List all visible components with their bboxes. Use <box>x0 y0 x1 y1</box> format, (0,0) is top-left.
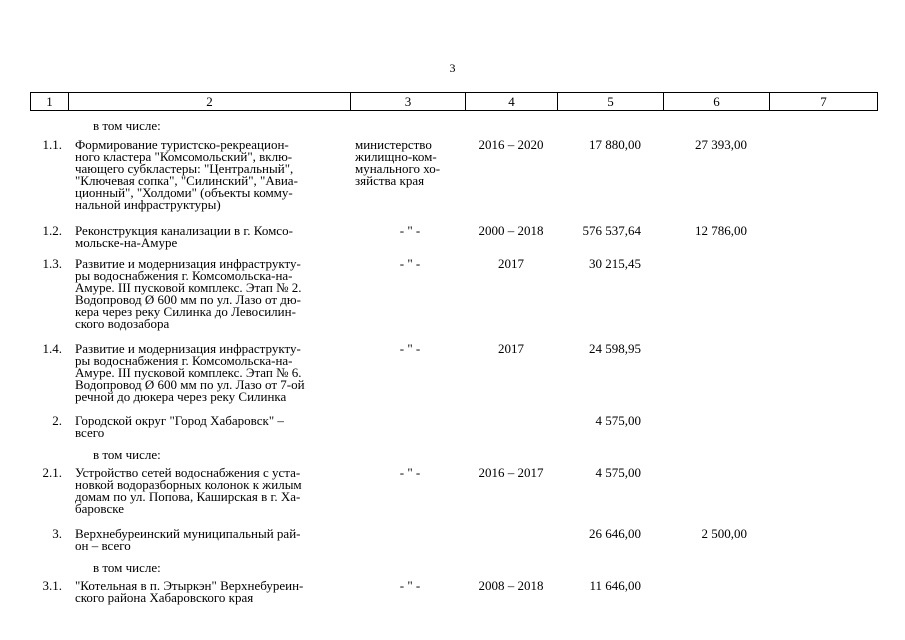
row-period: 2016 – 2017 <box>478 465 544 480</box>
header-col-3: 3 <box>351 93 466 111</box>
header-col-4: 4 <box>466 93 558 111</box>
row-name-line: речной до дюкера через реку Силинка <box>75 389 287 404</box>
row-value-col6: 27 393,00 <box>695 137 747 152</box>
row-responsible-line: зяйства края <box>355 173 425 188</box>
row-name-line: Водопровод Ø 600 мм по ул. Лазо от 7-ой <box>75 377 305 392</box>
row-value-col5: 26 646,00 <box>589 526 641 541</box>
row-name-line: Развитие и модернизация инфраструкту- <box>75 256 301 271</box>
row-name-line: нальной инфраструктуры) <box>75 197 221 212</box>
row-responsible: - " - <box>399 341 421 356</box>
row-period: 2008 – 2018 <box>478 578 544 593</box>
row-name-line: ры водоснабжения г. Комсомольска-на- <box>75 268 293 283</box>
row-name-line: "Ключевая сопка", "Силинский", "Авиа- <box>75 173 298 188</box>
row-name-line: всего <box>75 425 105 440</box>
row-name-line: Развитие и модернизация инфраструкту- <box>75 341 301 356</box>
row-name-line: домам по ул. Попова, Каширская в г. Ха- <box>75 489 301 504</box>
row-name-line: мольске-на-Амуре <box>75 235 178 250</box>
row-name-line: новкой водоразборных колонок к жилым <box>75 477 302 492</box>
row-number: 2. <box>52 413 62 428</box>
row-responsible: - " - <box>399 256 421 271</box>
row-period: 2017 <box>498 341 524 356</box>
row-number: 1.3. <box>42 256 62 271</box>
row-number: 1.2. <box>42 223 62 238</box>
row-name-line: Формирование туристско-рекреацион- <box>75 137 289 152</box>
row-name-line: ского района Хабаровского края <box>75 590 254 605</box>
row-name-line: Устройство сетей водоснабжения с уста- <box>75 465 301 480</box>
row-name-line: Городской округ "Город Хабаровск" – <box>75 413 284 428</box>
row-period: 2017 <box>498 256 524 271</box>
row-responsible: - " - <box>399 465 421 480</box>
row-name-line: Амуре. III пусковой комплекс. Этап № 6. <box>75 365 302 380</box>
row-responsible-line: мунального хо- <box>355 161 441 176</box>
row-name-line: ционный", "Холдоми" (объекты комму- <box>75 185 293 200</box>
row-name-line: чающего субкластеры: "Центральный", <box>75 161 294 176</box>
row-name-line: Реконструкция канализации в г. Комсо- <box>75 223 293 238</box>
row-value-col6: 2 500,00 <box>701 526 747 541</box>
row-name-line: он – всего <box>75 538 131 553</box>
row-name-line: Амуре. III пусковой комплекс. Этап № 2. <box>75 280 302 295</box>
row-value-col6: 12 786,00 <box>695 223 747 238</box>
row-number: 1.1. <box>42 137 62 152</box>
row-value-col5: 17 880,00 <box>589 137 641 152</box>
header-col-5: 5 <box>558 93 664 111</box>
row-responsible-line: министерство <box>355 137 432 152</box>
row-value-col5: 30 215,45 <box>589 256 641 271</box>
row-name-line: ного кластера "Комсомольский", вклю- <box>75 149 293 164</box>
row-responsible: - " - <box>399 223 421 238</box>
row-name-line: баровске <box>75 501 124 516</box>
header-col-1: 1 <box>31 93 69 111</box>
page-number: 3 <box>449 61 456 75</box>
row-value-col5: 4 575,00 <box>595 465 641 480</box>
row-name-line: Верхнебуреинский муниципальный рай- <box>75 526 301 541</box>
row-responsible-line: жилищно-ком- <box>355 149 437 164</box>
row-number: 3.1. <box>42 578 62 593</box>
row-name-line: "Котельная в п. Этыркэн" Верхнебуреин- <box>75 578 304 593</box>
row-value-col5: 4 575,00 <box>595 413 641 428</box>
row-number: 3. <box>52 526 62 541</box>
row-name-line: ского водозабора <box>75 316 170 331</box>
header-col-2: 2 <box>69 93 351 111</box>
row-name-line: кера через реку Силинка до Левосилин- <box>75 304 296 319</box>
row-value-col5: 11 646,00 <box>589 578 641 593</box>
row-value-col5: 24 598,95 <box>589 341 641 356</box>
row-value-col5: 576 537,64 <box>582 223 641 238</box>
row-name-line: Водопровод Ø 600 мм по ул. Лазо от дю- <box>75 292 301 307</box>
sub-label: в том числе: <box>93 447 161 462</box>
row-name-line: ры водоснабжения г. Комсомольска-на- <box>75 353 293 368</box>
row-number: 1.4. <box>42 341 62 356</box>
row-period: 2016 – 2020 <box>478 137 544 152</box>
row-number: 2.1. <box>42 465 62 480</box>
sub-label: в том числе: <box>93 560 161 575</box>
header-col-7: 7 <box>770 93 878 111</box>
row-period: 2000 – 2018 <box>478 223 544 238</box>
header-col-6: 6 <box>664 93 770 111</box>
row-responsible: - " - <box>399 578 421 593</box>
sub-label: в том числе: <box>93 118 161 133</box>
